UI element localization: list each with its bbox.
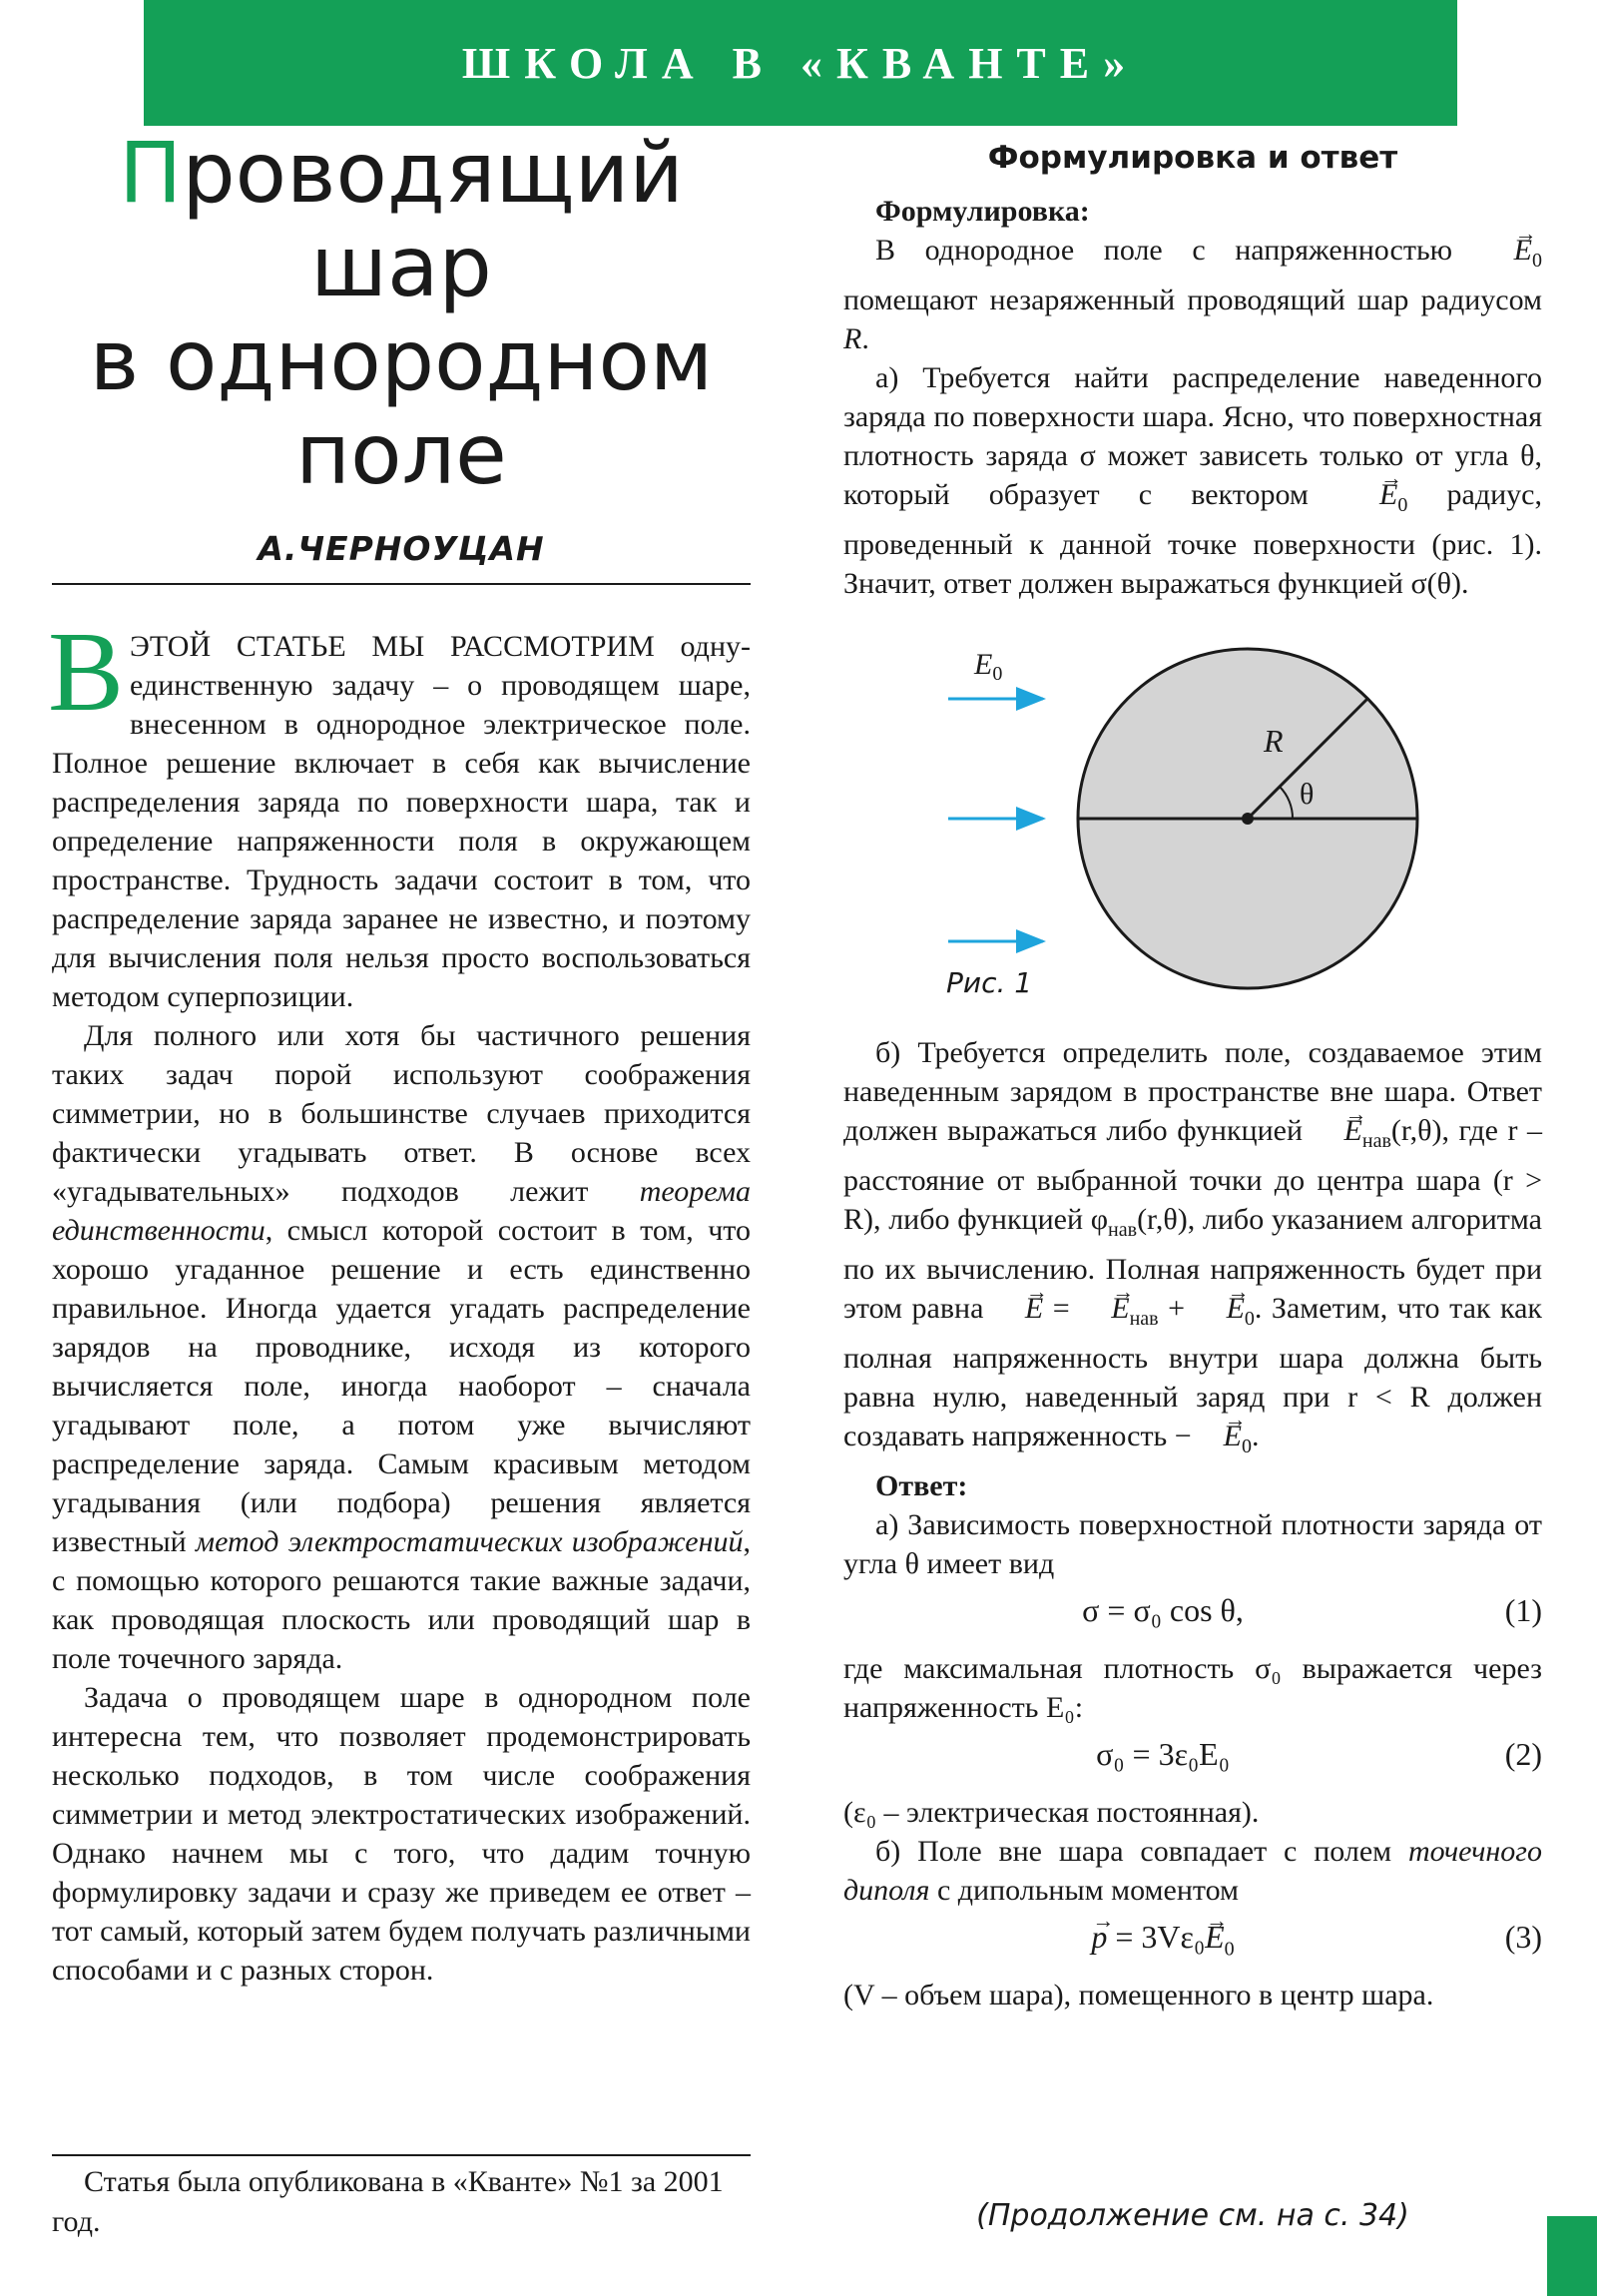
section-banner: ШКОЛА В «КВАНТЕ» — [144, 0, 1457, 126]
volume-note: (V – объем шара), помещенного в центр шара. — [843, 1979, 1434, 2011]
answer-label: Ответ: — [875, 1469, 968, 1502]
title-line-3: в однородном — [89, 311, 714, 409]
nav-subscript: нав — [1361, 1130, 1391, 1152]
figure-sphere-in-field — [928, 644, 1447, 1013]
methods-text-c: , с помощью которого решаются такие важные задачи, как проводящая плоскость или проводящий шар в поле точечного заряда. — [52, 1525, 751, 1675]
task-a-text-a: а) Требуется найти распределение наведенного заряда по поверхности шара. Ясно, что поверхностная плотность заряда σ может зависеть только от угла θ, который образует с вектором — [843, 361, 1542, 511]
paragraph-intro — [48, 608, 751, 1016]
title-initial: П — [119, 124, 183, 222]
answer-b-text — [843, 1832, 1542, 1910]
intro-caps: ЭТОЙ СТАТЬЕ МЫ РАССМОТРИМ — [130, 630, 655, 663]
equation-2 — [843, 1735, 1542, 1785]
answer-a-text: а) Зависимость поверхностной плотности заряда от угла θ имеет вид — [843, 1508, 1542, 1580]
center-point — [1242, 813, 1254, 825]
equation-3-body: → $p = 3V\varepsilon_0\to E_0$ — [843, 1918, 1482, 1969]
radius-symbol: R — [843, 322, 862, 355]
right-column-bottom — [843, 1033, 1542, 2014]
vector-e-nav: → E — [1313, 1111, 1362, 1150]
answer-b-text-b: с дипольным моментом — [929, 1874, 1240, 1907]
equation-3-rhs: = 3Vε₀ — [1107, 1919, 1206, 1955]
epsilon-note: (ε₀ – электрическая постоянная). — [843, 1796, 1260, 1829]
equation-2-body: σ₀ = 3ε₀E₀ — [1096, 1736, 1230, 1772]
task-a-text-b: радиус, проведенный к данной точке поверхности (рис. 1). Значит, ответ должен выражаться функцией σ(θ). — [843, 478, 1542, 600]
formulation-label: Формулировка: — [875, 195, 1090, 228]
formulation-text: В однородное поле с напряженностью → $E_0$ помещают незаряженный проводящий шар радиусом R. — [843, 231, 1542, 358]
paragraph-plan: Задача о проводящем шаре в однородном поле интересна тем, что позволяет продемонстрировать несколько подходов, в том числе соображения симметрии и метод электростатических изображений. Однако начнем мы с того, что дадим точную формулировку задачи и сразу же приведем ее ответ – тот самый, который затем будем получать различными способами и с разных сторон. — [52, 1681, 751, 1987]
right-column-top — [843, 192, 1542, 603]
equation-3 — [843, 1918, 1542, 1968]
footnote-text: Статья была опубликована в «Кванте» №1 за 2001 год. — [52, 2165, 724, 2238]
intro-text: одну-единственную задачу – о проводящем шаре, внесенном в однородное электрическое поле. Полное решение включает в себя как вычисление распределения заряда по поверхности шара, так и определение напряженности поля в окружающем пространстве. Трудность задачи состоит в том, что распределение заряда заранее не известно, и поэтому для вычисления поля нельзя просто воспользоваться методом суперпозиции. — [52, 630, 751, 1013]
theta-label: θ — [1300, 778, 1315, 811]
vector-e0: → E — [1347, 475, 1397, 514]
figure-caption: Рис. 1 — [946, 966, 1033, 999]
dipole-moment-vector: → p — [1091, 1918, 1107, 1957]
left-column — [48, 608, 751, 1990]
vector-e0: → E — [1195, 1289, 1245, 1328]
formulation-text-b: помещают незаряженный проводящий шар радиусом — [843, 284, 1542, 316]
task-b-text-a: б) Требуется определить поле, создаваемое этим наведенным зарядом в пространстве вне шара. Ответ должен выражаться либо функцией — [843, 1036, 1542, 1147]
vector-e: → E — [993, 1289, 1043, 1328]
equation-3-number: (3) — [1504, 1919, 1542, 1955]
plus-sign: + — [1158, 1292, 1195, 1325]
equation-1-number: (1) — [1504, 1592, 1542, 1628]
task-b-text-b: (r,θ), где r – расстояние от выбранной точки до центра шара (r > R), либо функцией φ — [843, 1114, 1542, 1236]
title-line-4: поле — [295, 405, 507, 503]
vector-e0: → E — [1205, 1918, 1225, 1957]
answer-b-text-a: б) Поле вне шара совпадает с полем — [875, 1835, 1408, 1868]
equation-2-number: (2) — [1504, 1736, 1542, 1772]
title-line-2: шар — [310, 218, 492, 315]
equation-1 — [843, 1591, 1542, 1641]
equals-sign: = — [1043, 1292, 1080, 1325]
title-line-1: роводящий — [182, 124, 684, 222]
nav-subscript: нав — [1129, 1308, 1159, 1330]
nav-subscript: нав — [1108, 1219, 1138, 1241]
formulation-text-a: В однородное поле с напряженностью — [875, 234, 1482, 267]
equation-1-body: σ = σ₀ cos θ, — [1082, 1592, 1244, 1628]
vector-e0: → E — [1482, 231, 1532, 270]
vector-e-nav: → E — [1079, 1289, 1129, 1328]
task-b-text-c: (r,θ), либо указанием алгоритма по их вычислению. Полная напряженность будет при этом равна — [843, 1203, 1542, 1325]
article-title — [52, 126, 751, 501]
footnote — [52, 2162, 741, 2242]
paragraph-methods — [52, 1016, 751, 1678]
image-method-term: метод электростатических изображений — [195, 1525, 744, 1558]
author-name: А.ЧЕРНОУЦАН — [258, 529, 545, 568]
task-a-text: а) Требуется найти распределение наведенного заряда по поверхности шара. Ясно, что поверхностная плотность заряда σ может зависеть только от угла θ, который образует с вектором → $E_0$ радиус, проведенный к данной точке поверхности (рис. 1). Значит, ответ должен выражаться функцией σ(θ). — [843, 358, 1542, 603]
e0-label: $E_0$ — [974, 648, 1003, 685]
title-divider — [52, 583, 751, 585]
vector-e0: → E — [1192, 1417, 1242, 1455]
continuation-note: (Продолжение см. на с. 34) — [976, 2198, 1409, 2233]
footnote-divider — [52, 2154, 751, 2156]
radius-label: R — [1264, 723, 1284, 759]
task-b-text-d: . Заметим, что так как полная напряженность внутри шара должна быть равна нулю, наведенный заряд при r < R должен создавать напряженность − — [843, 1292, 1543, 1452]
answer-a-continued: где максимальная плотность σ₀ выражается через напряженность E₀: — [843, 1652, 1542, 1724]
page-edge-tab — [1547, 2216, 1597, 2296]
methods-text-b: , смысл которой состоит в том, что хорошо угаданное решение и есть единственно правильное. Иногда удается угадать распределение зарядов на проводнике, исходя из которого вычисляется поле, иногда наоборот – сначала угадывают поле, а потом уже вычисляют распределение заряда. Самым красивым методом угадывания (или подбора) решения является известный — [52, 1214, 751, 1558]
point-dipole-term: точечного диполя — [843, 1835, 1542, 1907]
task-b-text: б) Требуется определить поле, создаваемое этим наведенным зарядом в пространстве вне шара. Ответ должен выражаться либо функцией → $E_{нав}(r,\theta)$, где r – расстояние от выбранной точки до центра шара (r > R), либо функцией $\varphi_{нав}(r,\theta)$, либо указанием алгоритма по их вычислению. Полная напряженность будет при этом равна → E = → $E_{нав}$ + → $E_0$. Заметим, что так как полная напряженность внутри шара должна быть равна нулю, наведенный заряд при r < R должен создавать напряженность −→ $E_0$. — [843, 1033, 1542, 1466]
drop-cap: В — [48, 608, 125, 735]
methods-text-a: Для полного или хотя бы частичного решения таких задач порой используют соображения симметрии, но в большинстве случаев приходится фактически угадывать ответ. В основе всех «угадывательных» подходов лежит — [52, 1019, 751, 1208]
uniqueness-theorem-term: теорема единственности — [52, 1175, 751, 1247]
section-heading: Формулировка и ответ — [987, 140, 1398, 176]
